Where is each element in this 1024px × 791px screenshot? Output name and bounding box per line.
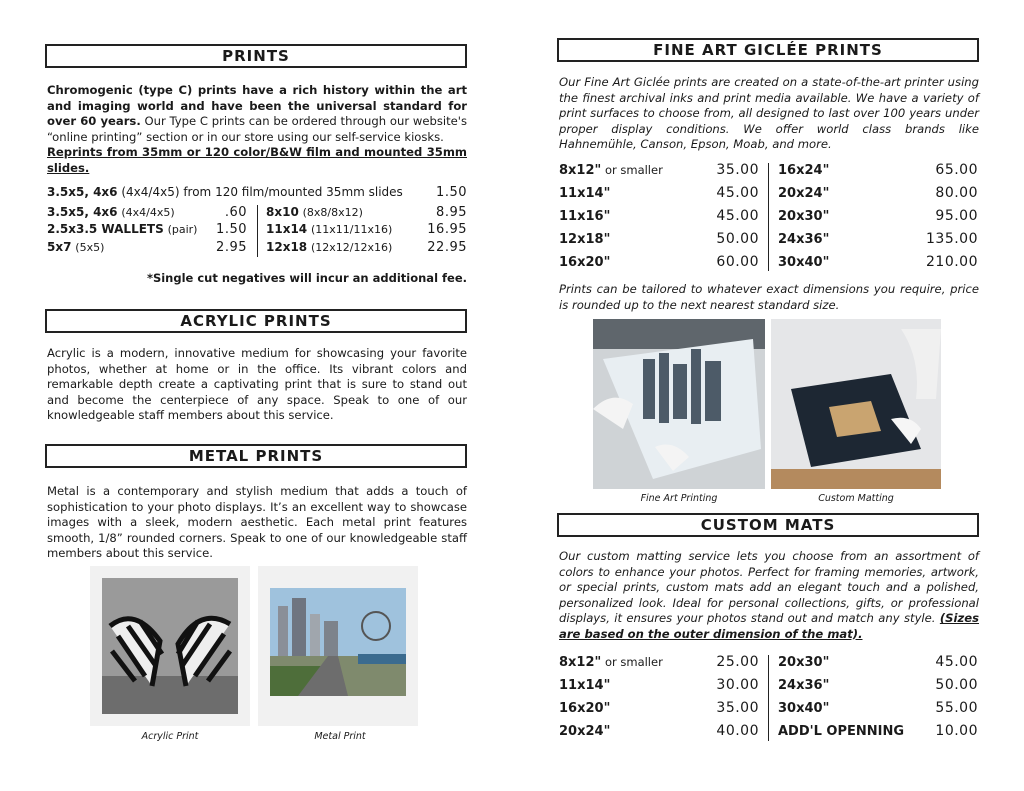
prints-title: PRINTS [222,47,290,65]
price-label: 8x10 [266,205,299,219]
mats-title: CUSTOM MATS [700,516,836,534]
giclee-tailor-note: Prints can be tailored to whatever exact dimensions you require, price is rounded up to the next nearest standard size. [559,282,979,312]
price-label: 8x12" [559,655,602,670]
price-value: 60.00 [716,254,759,270]
acrylic-title: ACRYLIC PRINTS [180,312,332,330]
price-label: 20x24" [778,186,830,201]
mats-text [559,549,979,643]
reprint-note: Reprints from 35mm or 120 color/B&W film and mounted 35mm slides. [47,145,467,175]
custom-matting-photo [771,319,941,489]
mats-left-row [559,655,759,670]
price-sub: (11x11/11x16) [310,223,393,236]
price-sub: (pair) [167,223,198,236]
metal-text: Metal is a contemporary and stylish medium that adds a touch of sophistication to your photo displays. It’s an excellent way to showcase images with a sleek, modern aesthetic. Each metal print features smooth, 1/8” rounded corners. Speak to one of our knowledgeable staff members about this service. [47,484,467,561]
mats-right-row [778,701,978,716]
acrylic-caption: Acrylic Print [141,731,199,742]
price-value: 22.95 [427,240,467,255]
price-label: 20x30" [778,655,830,670]
mats-divider [768,655,769,741]
giclee-right-row [778,186,978,201]
mats-right-row [778,724,978,739]
price-value: 80.00 [935,185,978,201]
prints-intro [47,83,467,177]
giclee-right-row [778,209,978,224]
giclee-divider [768,163,769,271]
prints-right-row [266,222,467,237]
price-value: 40.00 [716,723,759,739]
giclee-right-row [778,232,978,247]
price-label: 20x30" [778,209,830,224]
price-label: 11x14" [559,678,611,693]
mats-left-row [559,724,759,739]
metal-caption: Metal Print [314,731,366,742]
price-sub: (4x4/4x5) [121,206,175,219]
fine-art-caption: Fine Art Printing [640,493,718,504]
prints-left-row [47,240,247,255]
price-value: 50.00 [716,231,759,247]
price-value: 35.00 [716,700,759,716]
acrylic-header [45,309,467,333]
price-value: 30.00 [716,677,759,693]
price-sub: (5x5) [75,241,105,254]
matting-caption: Custom Matting [818,493,894,504]
price-label: 30x40" [778,255,830,270]
prints-left-row [47,222,247,237]
mats-right-row [778,655,978,670]
mats-header [557,513,979,537]
price-label: 12x18 [266,240,308,254]
prints-right-row [266,205,467,220]
mats-right-row [778,678,978,693]
giclee-title: FINE ART GICLÉE PRINTS [653,41,883,59]
prints-left-row [47,205,247,220]
price-label: 11x16" [559,209,611,224]
prints-footnote: *Single cut negatives will incur an additional fee. [146,271,467,285]
prints-row-top [47,185,467,200]
price-label: 20x24" [559,724,611,739]
price-value: 95.00 [935,208,978,224]
price-label: 24x36" [778,678,830,693]
price-sub: (4x4/4x5) from 120 film/mounted 35mm slides [121,185,403,199]
price-value: .60 [224,205,247,220]
price-sub: or smaller [601,163,663,177]
price-value: 8.95 [436,205,467,220]
price-value: 55.00 [935,700,978,716]
giclee-left-row [559,232,759,247]
acrylic-text: Acrylic is a modern, innovative medium for showcasing your favorite photos, whether at home or in the office. Its vibrant colors and remarkable depth create a captivating print that is sure to stand out and become the centerpiece of any space. Speak to one of our knowledgeable staff members about this service. [47,346,467,423]
price-label: ADD'L OPENNING [778,724,905,739]
metal-header [45,444,467,468]
price-sub: (12x12/12x16) [310,241,393,254]
price-value: 35.00 [716,162,759,178]
giclee-left-row [559,209,759,224]
price-label: 8x12" [559,163,602,178]
price-label: 24x36" [778,232,830,247]
price-value: 45.00 [716,185,759,201]
giclee-header [557,38,979,62]
price-label: 16x20" [559,701,611,716]
price-sub: (8x8/8x12) [302,206,363,219]
price-value: 16.95 [427,222,467,237]
price-value: 10.00 [935,723,978,739]
mats-left-row [559,701,759,716]
price-value: 45.00 [716,208,759,224]
price-label: 11x14" [559,186,611,201]
giclee-left-row [559,255,759,270]
prints-intro-rest: Our Type C prints can be ordered through our website's “online printing” section or in our store using our self-service kiosks. [47,114,467,144]
mats-size-note: (Sizes are based on the outer dimension of the mat). [559,611,979,641]
mats-left-row [559,678,759,693]
giclee-left-row [559,186,759,201]
price-value: 210.00 [926,254,978,270]
metal-title: METAL PRINTS [188,447,324,465]
price-value: 45.00 [935,654,978,670]
giclee-text: Our Fine Art Giclée prints are created on a state-of-the-art printer using the finest archival inks and print media available. We have a variety of print surfaces to choose from, all designed to last over 100 years under proper display conditions. We offer world class brands like Hahnemühle, Canson, Epson, Moab, and more. [559,75,979,152]
price-value: 25.00 [716,654,759,670]
giclee-left-row [559,163,759,178]
price-label: 3.5x5, 4x6 [47,185,118,199]
price-value: 65.00 [935,162,978,178]
price-label: 2.5x3.5 WALLETS [47,222,164,236]
price-value: 135.00 [926,231,978,247]
prints-intro-bold: Chromogenic (type C) prints have a rich history within the art and imaging world and have been the universal standard for over 60 years. [47,83,467,129]
price-value: 1.50 [436,185,467,200]
giclee-right-row [778,255,978,270]
price-label: 30x40" [778,701,830,716]
price-value: 2.95 [216,240,247,255]
fine-art-printing-photo [593,319,765,489]
metal-print-photo [258,566,418,726]
price-label: 5x7 [47,240,72,254]
giclee-right-row [778,163,978,178]
price-label: 11x14 [266,222,308,236]
price-value: 1.50 [216,222,247,237]
price-label: 16x20" [559,255,611,270]
prints-right-row [266,240,467,255]
price-label: 3.5x5, 4x6 [47,205,118,219]
prints-header [45,44,467,68]
prints-divider [257,205,258,257]
price-value: 50.00 [935,677,978,693]
price-sub: or smaller [601,655,663,669]
price-label: 16x24" [778,163,830,178]
price-label: 12x18" [559,232,611,247]
mats-body: Our custom matting service lets you choose from an assortment of colors to enhance your photos. Perfect for framing memories, artwork, or special prints, custom mats add an elegant touch and a polished, personalized look. Ideal for personal collections, gifts, or professional displays, it ensures your photos stand out and match any style. [559,549,979,626]
acrylic-print-photo [90,566,250,726]
